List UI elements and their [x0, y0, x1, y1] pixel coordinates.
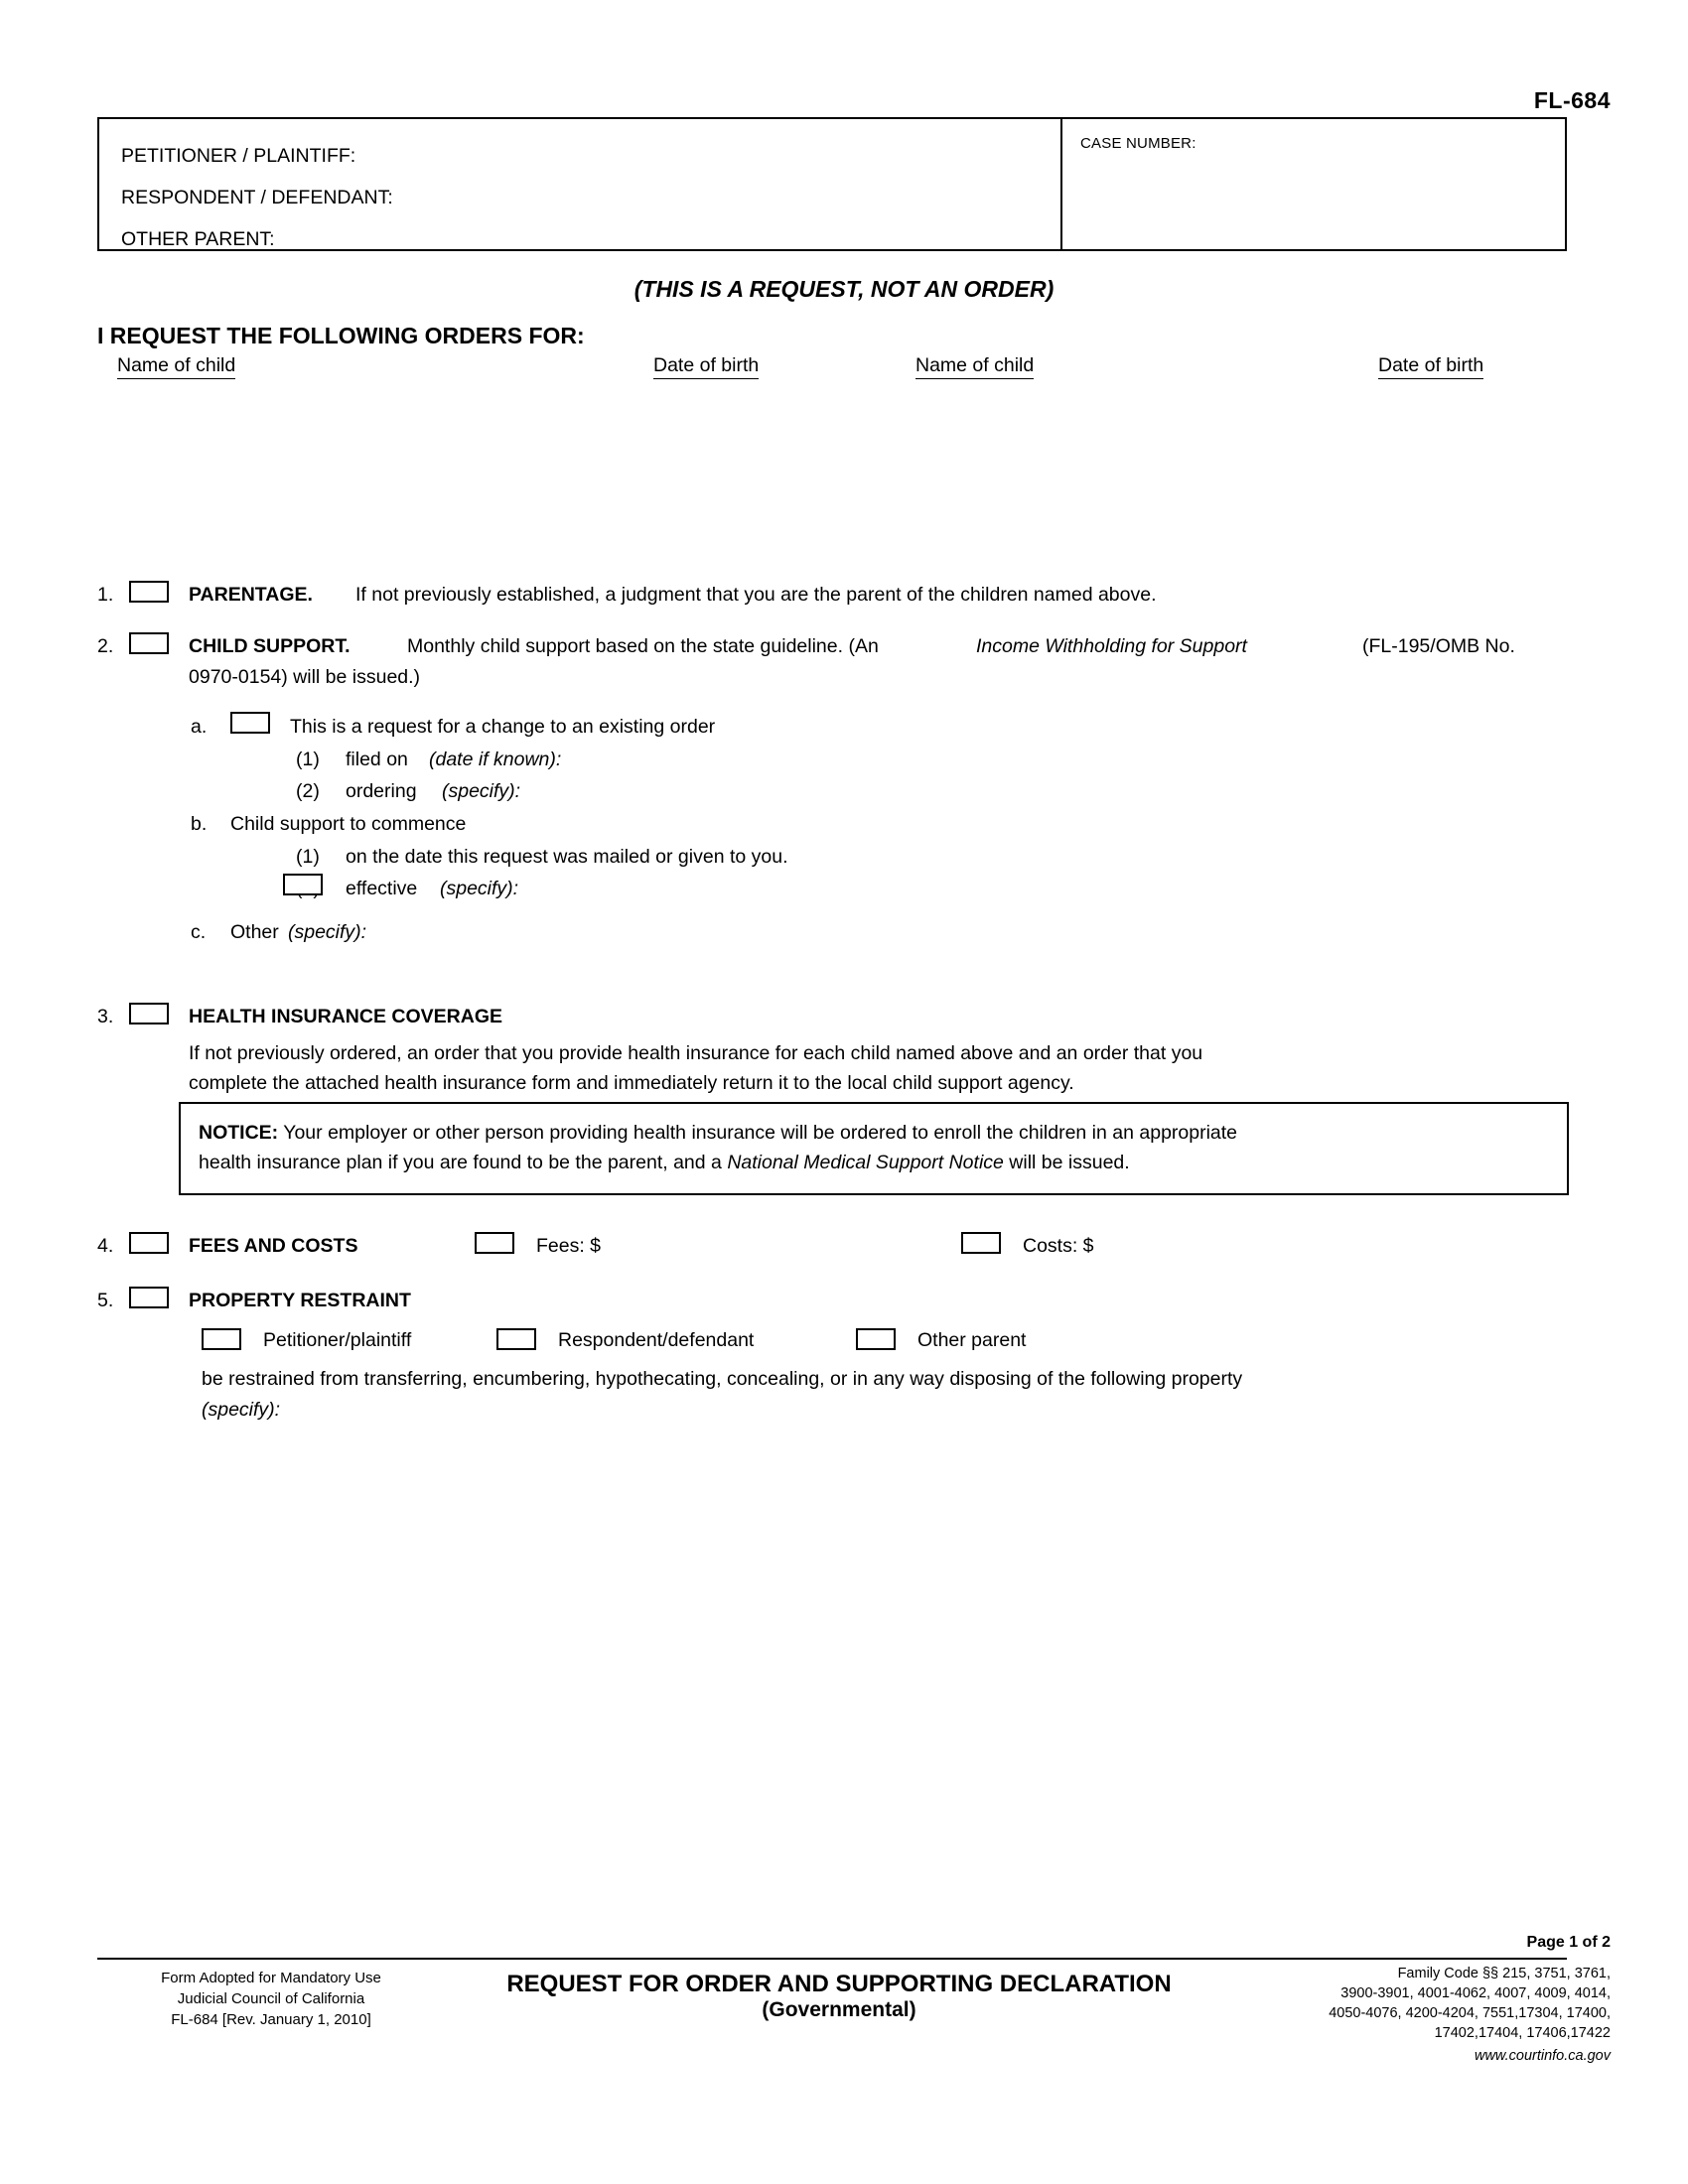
- notice-text-line1: [199, 1118, 1549, 1148]
- checkbox-property-restraint[interactable]: [129, 1287, 169, 1308]
- checkbox-fees-and-costs[interactable]: [129, 1232, 169, 1254]
- item-2a2-text: ordering: [346, 780, 417, 802]
- item-2b-text: Child support to commence: [230, 813, 467, 835]
- footer-left-line2: Judicial Council of California: [177, 1990, 365, 2007]
- item-2b1-label: (1): [296, 846, 320, 868]
- footer-legal-citations: [1184, 1964, 1611, 2066]
- notice-line2-italic: National Medical Support Notice: [727, 1152, 1004, 1173]
- column-header-name-of-child-2: Name of child: [915, 354, 1034, 379]
- case-number-label: CASE NUMBER:: [1080, 135, 1196, 152]
- checkbox-child-support[interactable]: [129, 632, 169, 654]
- parentage-text: If not previously established, a judgment that you are the parent of the children named above.: [355, 584, 1157, 606]
- checkbox-petitioner-plaintiff[interactable]: [202, 1328, 241, 1350]
- item-2b-label: b.: [191, 813, 208, 835]
- item-4-number: 4.: [97, 1235, 114, 1257]
- item-5-number: 5.: [97, 1290, 114, 1311]
- footer-title-line1: REQUEST FOR ORDER AND SUPPORTING DECLARATION: [506, 1971, 1172, 1997]
- footer-form-title: [427, 1971, 1251, 2022]
- item-2b1-text: on the date this request was mailed or given to you.: [346, 846, 788, 868]
- costs-label: Costs: $: [1023, 1235, 1094, 1257]
- item-2-number: 2.: [97, 635, 114, 657]
- item-2a-text: This is a request for a change to an existing order: [290, 716, 716, 738]
- checkbox-parentage[interactable]: [129, 581, 169, 603]
- property-option-respondent: Respondent/defendant: [558, 1329, 755, 1351]
- item-2a1-label: (1): [296, 749, 320, 770]
- form-number: FL-684: [1533, 87, 1611, 113]
- item-2c-italic: (specify):: [288, 921, 367, 943]
- fees-and-costs-title: FEES AND COSTS: [189, 1235, 358, 1257]
- child-support-title: CHILD SUPPORT.: [189, 635, 351, 657]
- child-support-line2: 0970-0154) will be issued.): [189, 666, 421, 688]
- item-2a1-italic: (date if known):: [429, 749, 562, 770]
- item-2b2-text: effective: [346, 878, 418, 899]
- footer-right-line4: 17402,17404, 17406,17422: [1434, 2025, 1611, 2041]
- parentage-title: PARENTAGE.: [189, 584, 313, 606]
- notice-line1: Your employer or other person providing health insurance will be ordered to enroll the children in an appropriate: [283, 1122, 1238, 1144]
- property-restraint-title: PROPERTY RESTRAINT: [189, 1290, 411, 1311]
- checkbox-respondent-defendant[interactable]: [496, 1328, 536, 1350]
- item-2a2-italic: (specify):: [442, 780, 521, 802]
- checkbox-other-parent[interactable]: [856, 1328, 896, 1350]
- page-indicator: Page 1 of 2: [1526, 1934, 1611, 1951]
- column-header-name-of-child-1: Name of child: [117, 354, 235, 379]
- checkbox-health-insurance[interactable]: [129, 1003, 169, 1024]
- petitioner-label: PETITIONER / PLAINTIFF:: [121, 145, 356, 167]
- item-2a1-text: filed on: [346, 749, 408, 770]
- footer-right-line3: 4050-4076, 4200-4204, 7551,17304, 17400,: [1329, 2005, 1611, 2021]
- notice-label: NOTICE:: [199, 1122, 279, 1144]
- property-restraint-specify: (specify):: [202, 1399, 281, 1421]
- column-header-date-of-birth-2: Date of birth: [1378, 354, 1483, 379]
- child-support-italic: Income Withholding for Support: [976, 635, 1247, 657]
- notice-line2a: health insurance plan if you are found to be the parent, and a: [199, 1152, 722, 1173]
- footer-left-line3: FL-684 [Rev. January 1, 2010]: [171, 2011, 371, 2028]
- item-1-number: 1.: [97, 584, 114, 606]
- respondent-label: RESPONDENT / DEFENDANT:: [121, 187, 393, 208]
- case-number-block[interactable]: [1062, 119, 1567, 249]
- footer-left-line1: Form Adopted for Mandatory Use: [161, 1970, 381, 1986]
- footer-title-line2: (Governmental): [762, 1998, 916, 2021]
- other-parent-label: OTHER PARENT:: [121, 228, 275, 250]
- footer-adoption-info: [97, 1968, 445, 2030]
- item-2b2-italic: (specify):: [440, 878, 519, 899]
- item-3-number: 3.: [97, 1006, 114, 1027]
- health-insurance-line1: If not previously ordered, an order that you provide health insurance for each child named above and an order that you: [189, 1042, 1203, 1064]
- caption-party-block: [99, 119, 1062, 249]
- column-header-date-of-birth-1: Date of birth: [653, 354, 759, 379]
- notice-text-line2: [199, 1148, 1549, 1177]
- footer-right-line1: Family Code §§ 215, 3751, 3761,: [1397, 1966, 1611, 1981]
- footer-divider: [97, 1958, 1567, 1960]
- health-insurance-title: HEALTH INSURANCE COVERAGE: [189, 1006, 502, 1027]
- footer-url[interactable]: www.courtinfo.ca.gov: [1474, 2048, 1611, 2064]
- caption-box: [97, 117, 1567, 251]
- notice-line2b: will be issued.: [1009, 1152, 1130, 1173]
- health-insurance-line2: complete the attached health insurance form and immediately return it to the local child support agency.: [189, 1072, 1074, 1094]
- item-2c-label: c.: [191, 921, 207, 943]
- fees-label: Fees: $: [536, 1235, 602, 1257]
- notice-box: [179, 1102, 1569, 1195]
- child-support-text-b: (FL-195/OMB No.: [1362, 635, 1515, 657]
- property-option-other-parent: Other parent: [917, 1329, 1027, 1351]
- checkbox-fees[interactable]: [475, 1232, 514, 1254]
- item-2a-label: a.: [191, 716, 208, 738]
- property-restraint-line1: be restrained from transferring, encumbering, hypothecating, concealing, or in any way disposing of the following property: [202, 1368, 1243, 1390]
- checkbox-costs[interactable]: [961, 1232, 1001, 1254]
- child-support-text-a: Monthly child support based on the state guideline. (An: [407, 635, 879, 657]
- checkbox-2a-change-existing-order[interactable]: [230, 712, 270, 734]
- item-2a2-label: (2): [296, 780, 320, 802]
- footer-right-line2: 3900-3901, 4001-4062, 4007, 4009, 4014,: [1340, 1985, 1611, 2001]
- checkbox-2b2-effective[interactable]: [283, 874, 323, 895]
- item-2c-text: Other: [230, 921, 279, 943]
- property-option-petitioner: Petitioner/plaintiff: [263, 1329, 412, 1351]
- orders-for-heading: I REQUEST THE FOLLOWING ORDERS FOR:: [97, 323, 585, 348]
- request-not-order-title: (THIS IS A REQUEST, NOT AN ORDER): [633, 276, 1055, 302]
